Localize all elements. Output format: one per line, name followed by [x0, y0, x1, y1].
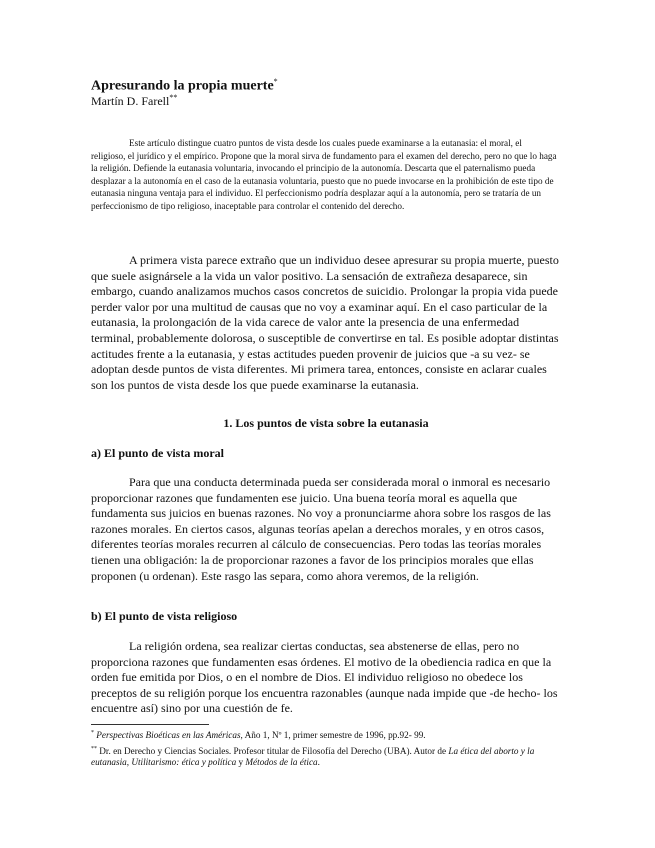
footnote-2-sep-1: , [126, 757, 132, 768]
section-heading-1: 1. Los puntos de vista sobre la eutanasia [223, 416, 429, 430]
abstract [91, 137, 557, 213]
intro-paragraph [91, 253, 561, 393]
moral-paragraph [91, 475, 561, 584]
footnote-2-text: Dr. en Derecho y Ciencias Sociales. Profesor titular de Filosofía del Derecho (UBA). Autor de [97, 746, 449, 757]
footnote-divider [91, 724, 209, 725]
subsection-heading-moral: a) El punto de vista moral [91, 446, 225, 460]
footnote-2-sep-2: y [236, 757, 246, 768]
paragraph-3: La religión ordena, sea realizar ciertas conductas, sea abstenerse de ellas, pero no proporciona razones que fundamenten esas órdenes. El motivo de la obediencia radica en que la orden fue emitida por Dios, o en el nombre de Dios. El individuo religioso no obedece los preceptos de su religión porque los encuentra razonables (aunque nada impide que -de hecho- los encuentre así) sino por una cuestión de fe. [91, 639, 558, 716]
paragraph-1: A primera vista parece extraño que un individuo desee apresurar su propia muerte, puesto que suele asignársele a la vida un valor positivo. La sensación de extrañeza desaparece, sin embargo, cuando analizamos muchos casos concretos de suicidio. Prolongar la propia vida puede perder valor por una multitud de causas que no voy a examinar aquí. En el caso particular de la eutanasia, la prolongación de la vida carece de valor ante la presencia de una enfermedad terminal, probablemente dolorosa, o susceptible de convertirse en tal. Es posible adoptar distintas actitudes frente a la eutanasia, y estas actitudes pueden provenir de juicios que -a su vez- se adoptan desde puntos de vista diferentes. Mi primera tarea, entonces, consiste en aclarar cuales son los puntos de vista desde los que puede examinarse la eutanasia. [91, 253, 559, 392]
footnote-2-marker: ** [91, 746, 97, 752]
footnote-2-book-1: La ética del aborto y la eutanasia [91, 746, 535, 768]
author-footnote-marker[interactable]: ** [169, 93, 178, 102]
religioso-paragraph [91, 639, 561, 717]
footnote-1-journal: Perspectivas Bioéticas en las Américas [96, 730, 241, 741]
footnote-2-book-3: Métodos de la ética [245, 757, 318, 768]
author-text: Martín D. Farell [91, 94, 170, 108]
subsection-heading-religioso: b) El punto de vista religioso [91, 609, 238, 623]
paragraph-2: Para que una conducta determinada pueda ser considerada moral o inmoral es necesario proporcionar razones que fundamenten ese juicio. Una buena teoría moral es aquella que fundamenta sus juicios en buenas razones. No voy a pronunciarme ahora sobre los rasgos de las razones morales. En ciertos casos, algunas teorías apelan a derechos morales, y en otros casos, diferentes teorías morales recurren al cálculo de consecuencias. Pero todas las teorías morales tienen una obligación: la de proporcionar razones a favor de los principios morales que ellas proponen (u ordenan). Este rasgo las separa, como ahora veremos, de la religión. [91, 475, 551, 583]
footnote-1 [91, 728, 561, 741]
footnote-1-text: , Año 1, Nº 1, primer semestre de 1996, pp.92- 99. [240, 730, 426, 741]
title-footnote-marker[interactable]: * [273, 77, 278, 86]
article-title [91, 77, 278, 95]
footnote-2-end: . [317, 757, 320, 768]
abstract-text: Este artículo distingue cuatro puntos de vista desde los cuales puede examinarse a la eutanasia: el moral, el religioso, el jurídico y el empírico. Propone que la moral sirva de fundamento para el examen del derecho, pero no que lo haga la religión. Defiende la eutanasia voluntaria, invocando el principio de la autonomía. Descarta que el paternalismo pueda desplazar a la autonomía en el caso de la eutanasia voluntaria, puesto que no puede invocarse en la prohibición de este tipo de eutanasia ninguna ventaja para el individuo. El perfeccionismo podría desplazar aquí a la autonomía, pero se trataría de un perfeccionismo de tipo religioso, inaceptable para controlar el contenido del derecho. [91, 138, 557, 211]
title-text: Apresurando la propia muerte [91, 78, 274, 94]
footnote-2-book-2: Utilitarismo: ética y política [131, 757, 237, 768]
footnote-1-marker: * [91, 730, 94, 736]
author-name [91, 93, 177, 109]
footnote-2 [91, 744, 561, 768]
